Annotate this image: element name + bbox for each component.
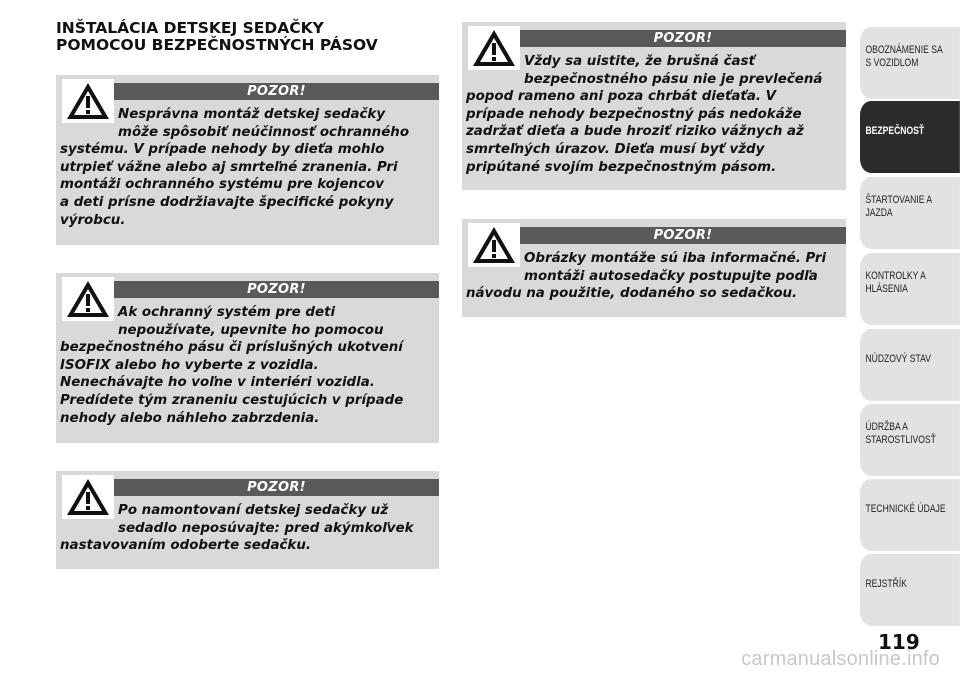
tab-label: TECHNICKÉ ÚDAJE: [865, 503, 946, 515]
tab-label: S VOZIDLOM: [865, 57, 919, 69]
tab-kontrolky[interactable]: [860, 253, 960, 325]
tab-label: ÚDRŽBA A: [865, 421, 908, 433]
tab-label: OBOZNÁMENIE SA: [865, 44, 943, 56]
tab-oboznamenie[interactable]: [860, 27, 960, 99]
warning-text-line: Po namontovaní detskej sedačky už: [118, 503, 389, 518]
warning-text-line: montáži autosedačky postupujte podľa: [524, 268, 818, 284]
tab-label: STAROSTLIVOSŤ: [865, 434, 936, 446]
tab-udrzba[interactable]: [860, 404, 960, 476]
tab-startovanie[interactable]: [860, 177, 960, 249]
warning-text-line: Vždy sa uistite, že brušná časť: [524, 54, 755, 69]
warning-text: [466, 53, 840, 176]
warning-text-line: Nenechávajte ho voľne v interiéri vozidla.: [60, 375, 375, 391]
tab-label: HLÁSENIA: [865, 283, 908, 295]
warning-text-line: bezpečnostného pásu nie je prevlečená: [524, 71, 823, 87]
tab-label: REJSTŘÍK: [865, 578, 907, 590]
warning-text-line: Obrázky montáže sú iba informačné. Pri: [524, 251, 827, 266]
warning-text-line: utrpieť vážne alebo aj smrteľné zranenia. Pri: [60, 159, 398, 175]
tab-label: JAZDA: [865, 207, 893, 219]
section-title-line: INŠTALÁCIA DETSKEJ SEDAČKY: [56, 19, 324, 37]
warning-text-line: montáži ochranného systému pre kojencov: [60, 177, 384, 193]
warning-text-line: sedadlo neposúvajte: pred akýmkoľvek: [118, 520, 414, 536]
watermark: carmanualsonline.info: [741, 648, 940, 670]
warning-text-line: bezpečnostného pásu či príslušných ukotvení: [60, 340, 403, 356]
tab-technicke-udaje[interactable]: [860, 479, 960, 551]
warning-header: POZOR!: [114, 479, 439, 496]
warning-text-line: smrteľných úrazov. Dieťa musí byť vždy: [466, 141, 765, 157]
warning-text: [60, 304, 433, 427]
warning-header: POZOR!: [114, 83, 439, 100]
warning-text: [60, 106, 433, 229]
tab-label: ŠTARTOVANIE A: [865, 194, 933, 206]
warning-text-line: nastavovaním odoberte sedačku.: [60, 538, 311, 554]
tab-label: NÚDZOVÝ STAV: [865, 353, 931, 365]
warning-text-line: zadržať dieťa a bude hroziť riziko vážnych až: [466, 124, 804, 140]
warning-text-line: systému. V prípade nehody by dieťa mohlo: [60, 142, 385, 158]
tab-nudzovy-stav[interactable]: [860, 329, 960, 401]
tab-rejstrik[interactable]: [860, 554, 960, 626]
warning-text-line: návodu na použitie, dodaného so sedačkou.: [466, 286, 798, 302]
warning-text-line: Predídete tým zraneniu cestujúcich v prípade: [60, 392, 404, 408]
tab-label: BEZPEČNOSŤ: [865, 125, 925, 137]
warning-box: [462, 22, 846, 190]
page-number: 119: [878, 630, 920, 654]
warning-text-line: prípade nehody bezpečnostný pás nedokáže: [466, 106, 802, 122]
tab-label: KONTROLKY A: [865, 270, 926, 282]
warning-box: [56, 75, 439, 245]
warning-box: [462, 219, 846, 317]
warning-text: [60, 502, 433, 555]
warning-text-line: nehody alebo náhleho zabrzdenia.: [60, 410, 320, 426]
warning-text-line: výrobcu.: [60, 212, 126, 228]
warning-text-line: ISOFIX alebo ho vyberte z vozidla.: [60, 357, 319, 373]
tab-bezpecnost[interactable]: [860, 101, 960, 173]
warning-text-line: pripútané svojím bezpečnostným pásom.: [466, 159, 777, 175]
warning-box: [56, 471, 439, 569]
warning-text-line: nepoužívate, upevnite ho pomocou: [118, 322, 384, 338]
warning-text-line: môže spôsobiť neúčinnosť ochranného: [118, 124, 410, 140]
section-title: [56, 20, 436, 54]
warning-text-line: Nesprávna montáž detskej sedačky: [118, 107, 386, 122]
warning-text: [466, 250, 840, 303]
warning-header: POZOR!: [520, 227, 846, 244]
warning-text-line: a deti prísne dodržiavajte špecifické pokyny: [60, 194, 394, 210]
warning-text-line: popod rameno ani poza chrbát dieťaťa. V: [466, 89, 776, 105]
section-title-line: POMOCOU BEZPEČNOSTNÝCH PÁSOV: [56, 36, 378, 54]
warning-header: POZOR!: [114, 281, 439, 298]
warning-box: [56, 273, 439, 443]
warning-header: POZOR!: [520, 30, 846, 47]
warning-text-line: Ak ochranný systém pre deti: [118, 305, 336, 320]
